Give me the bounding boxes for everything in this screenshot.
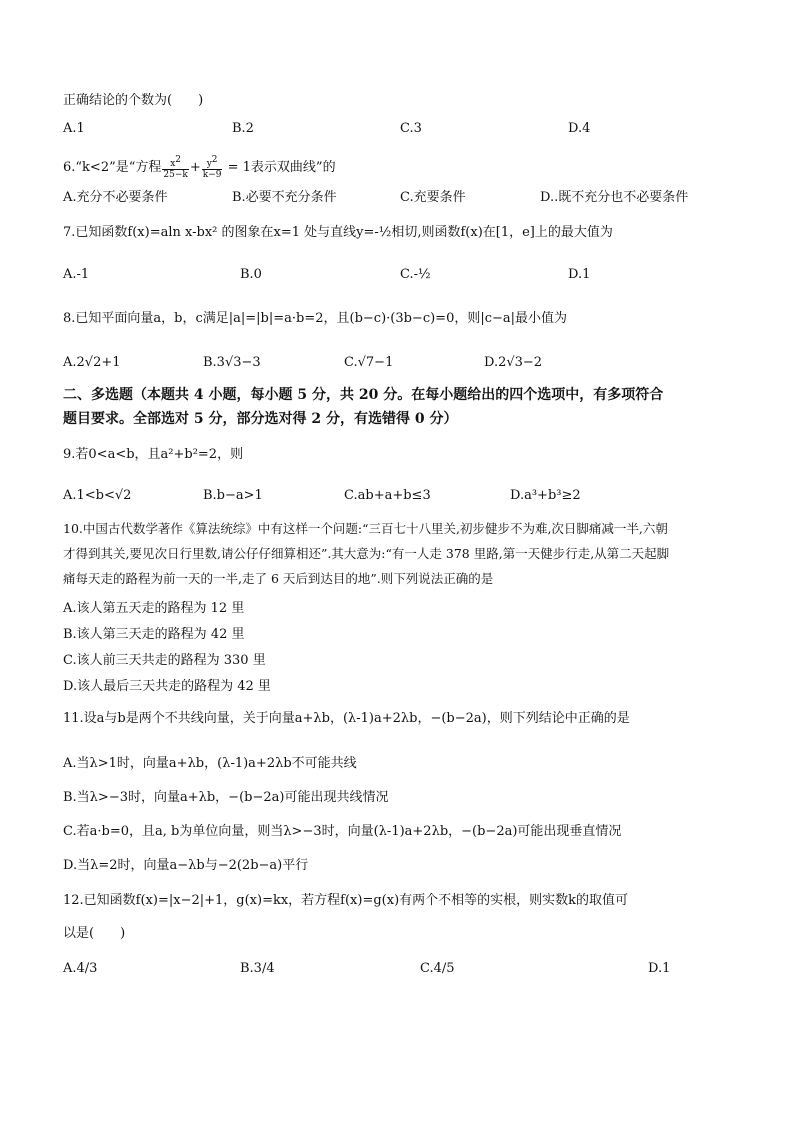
q5-option-b: B.2 bbox=[232, 121, 254, 136]
q6-option-a: A.充分不必要条件 bbox=[63, 190, 168, 205]
q5-option-c: C.3 bbox=[400, 121, 422, 136]
q12-stem-line2: 以是( ) bbox=[63, 926, 126, 941]
q6-option-c: C.充要条件 bbox=[400, 190, 466, 205]
q10-stem-line1: 10.中国古代数学著作《算法统综》中有这样一个问题:“三百七十八里关,初步健步不为难,次日脚痛减一半,六朝 bbox=[63, 521, 668, 536]
q10-option-a: A.该人第五天走的路程为 12 里 bbox=[63, 601, 245, 616]
q7-option-b: B.0 bbox=[240, 267, 262, 282]
q9-option-a: A.1<b<√2 bbox=[63, 488, 132, 503]
q7-option-d: D.1 bbox=[568, 267, 591, 282]
q12-stem-line1: 12.已知函数f(x)=|x−2|+1，g(x)=kx，若方程f(x)=g(x)有两个不相等的实根，则实数k的取值可 bbox=[63, 893, 629, 908]
q12-option-a: A.4/3 bbox=[63, 961, 98, 976]
q12-option-b: B.3/4 bbox=[240, 961, 275, 976]
q6-option-b: B.必要不充分条件 bbox=[232, 190, 337, 205]
q10-option-b: B.该人第三天走的路程为 42 里 bbox=[63, 627, 245, 642]
q9-option-b: B.b−a>1 bbox=[203, 488, 263, 503]
section-2-heading-line2: 题目要求。全部选对 5 分，部分选对得 2 分，有选错得 0 分） bbox=[63, 411, 458, 427]
q5-option-a: A.1 bbox=[63, 121, 85, 136]
q6-option-d: D..既不充分也不必要条件 bbox=[540, 190, 689, 205]
q5-tail: 正确结论的个数为( ) bbox=[63, 93, 204, 108]
q9-stem: 9.若0<a<b，且a²+b²=2，则 bbox=[63, 447, 244, 462]
q10-stem-line2: 才得到其关,要见次日行里数,请公仔仔细算相还”.其大意为:“有一人走 378 里路,第一天健步行走,从第二天起脚 bbox=[63, 546, 670, 561]
q8-option-b: B.3√3−3 bbox=[203, 355, 261, 370]
q11-option-d: D.当λ=2时，向量a−λb与−2(2b−a)平行 bbox=[63, 858, 309, 873]
q5-option-d: D.4 bbox=[568, 121, 591, 136]
q11-option-b: B.当λ>−3时，向量a+λb，−(b−2a)可能出现共线情况 bbox=[63, 790, 389, 805]
q8-option-a: A.2√2+1 bbox=[63, 355, 121, 370]
q10-option-c: C.该人前三天共走的路程为 330 里 bbox=[63, 653, 266, 668]
q10-option-d: D.该人最后三天共走的路程为 42 里 bbox=[63, 679, 271, 694]
q6-suffix: 表示双曲线”的 bbox=[250, 160, 336, 175]
q6-prefix: 6.“k<2”是“方程 bbox=[63, 160, 162, 175]
q7-option-a: A.-1 bbox=[63, 267, 90, 282]
q11-stem: 11.设a与b是两个不共线向量，关于向量a+λb，(λ-1)a+2λb，−(b−2a)，则下列结论中正确的是 bbox=[63, 711, 630, 726]
q9-option-c: C.ab+a+b≤3 bbox=[344, 488, 431, 503]
q12-option-d: D.1 bbox=[648, 961, 671, 976]
q8-option-c: C.√7−1 bbox=[344, 355, 394, 370]
q6-fraction-y: $\frac{y^2}{k-9}$ bbox=[202, 155, 222, 180]
q12-option-c: C.4/5 bbox=[420, 961, 455, 976]
q10-stem-line3: 痛每天走的路程为前一天的一半,走了 6 天后到达目的地”.则下列说法正确的是 bbox=[63, 571, 494, 586]
q11-option-c: C.若a·b=0，且a, b为单位向量，则当λ>−3时，向量(λ-1)a+2λb，−(b−2a)可能出现垂直情况 bbox=[63, 824, 622, 839]
q6-fraction-x: $\frac{x^2}{25-k}$ bbox=[163, 155, 188, 180]
q7-option-c: C.-½ bbox=[400, 267, 431, 282]
q11-option-a: A.当λ>1时，向量a+λb，(λ-1)a+2λb不可能共线 bbox=[63, 756, 357, 771]
q6-stem: 6.“k<2”是“方程 $\frac{x^2}{25-k}$ + $\frac{y^2}{k-9}$ = 1表示双曲线”的 bbox=[63, 155, 336, 180]
q7-stem: 7.已知函数f(x)=aln x-bx² 的图象在x=1 处与直线y=-½相切,则函数f(x)在[1，e]上的最大值为 bbox=[63, 225, 613, 240]
section-2-heading-line1: 二、多选题（本题共 4 小题，每小题 5 分，共 20 分。在每小题给出的四个选项中，有多项符合 bbox=[63, 387, 664, 403]
q9-option-d: D.a³+b³≥2 bbox=[510, 488, 581, 503]
q8-option-d: D.2√3−2 bbox=[484, 355, 543, 370]
q8-stem: 8.已知平面向量a，b，c满足|a|=|b|=a·b=2，且(b−c)·(3b−c)=0，则|c−a|最小值为 bbox=[63, 311, 568, 326]
